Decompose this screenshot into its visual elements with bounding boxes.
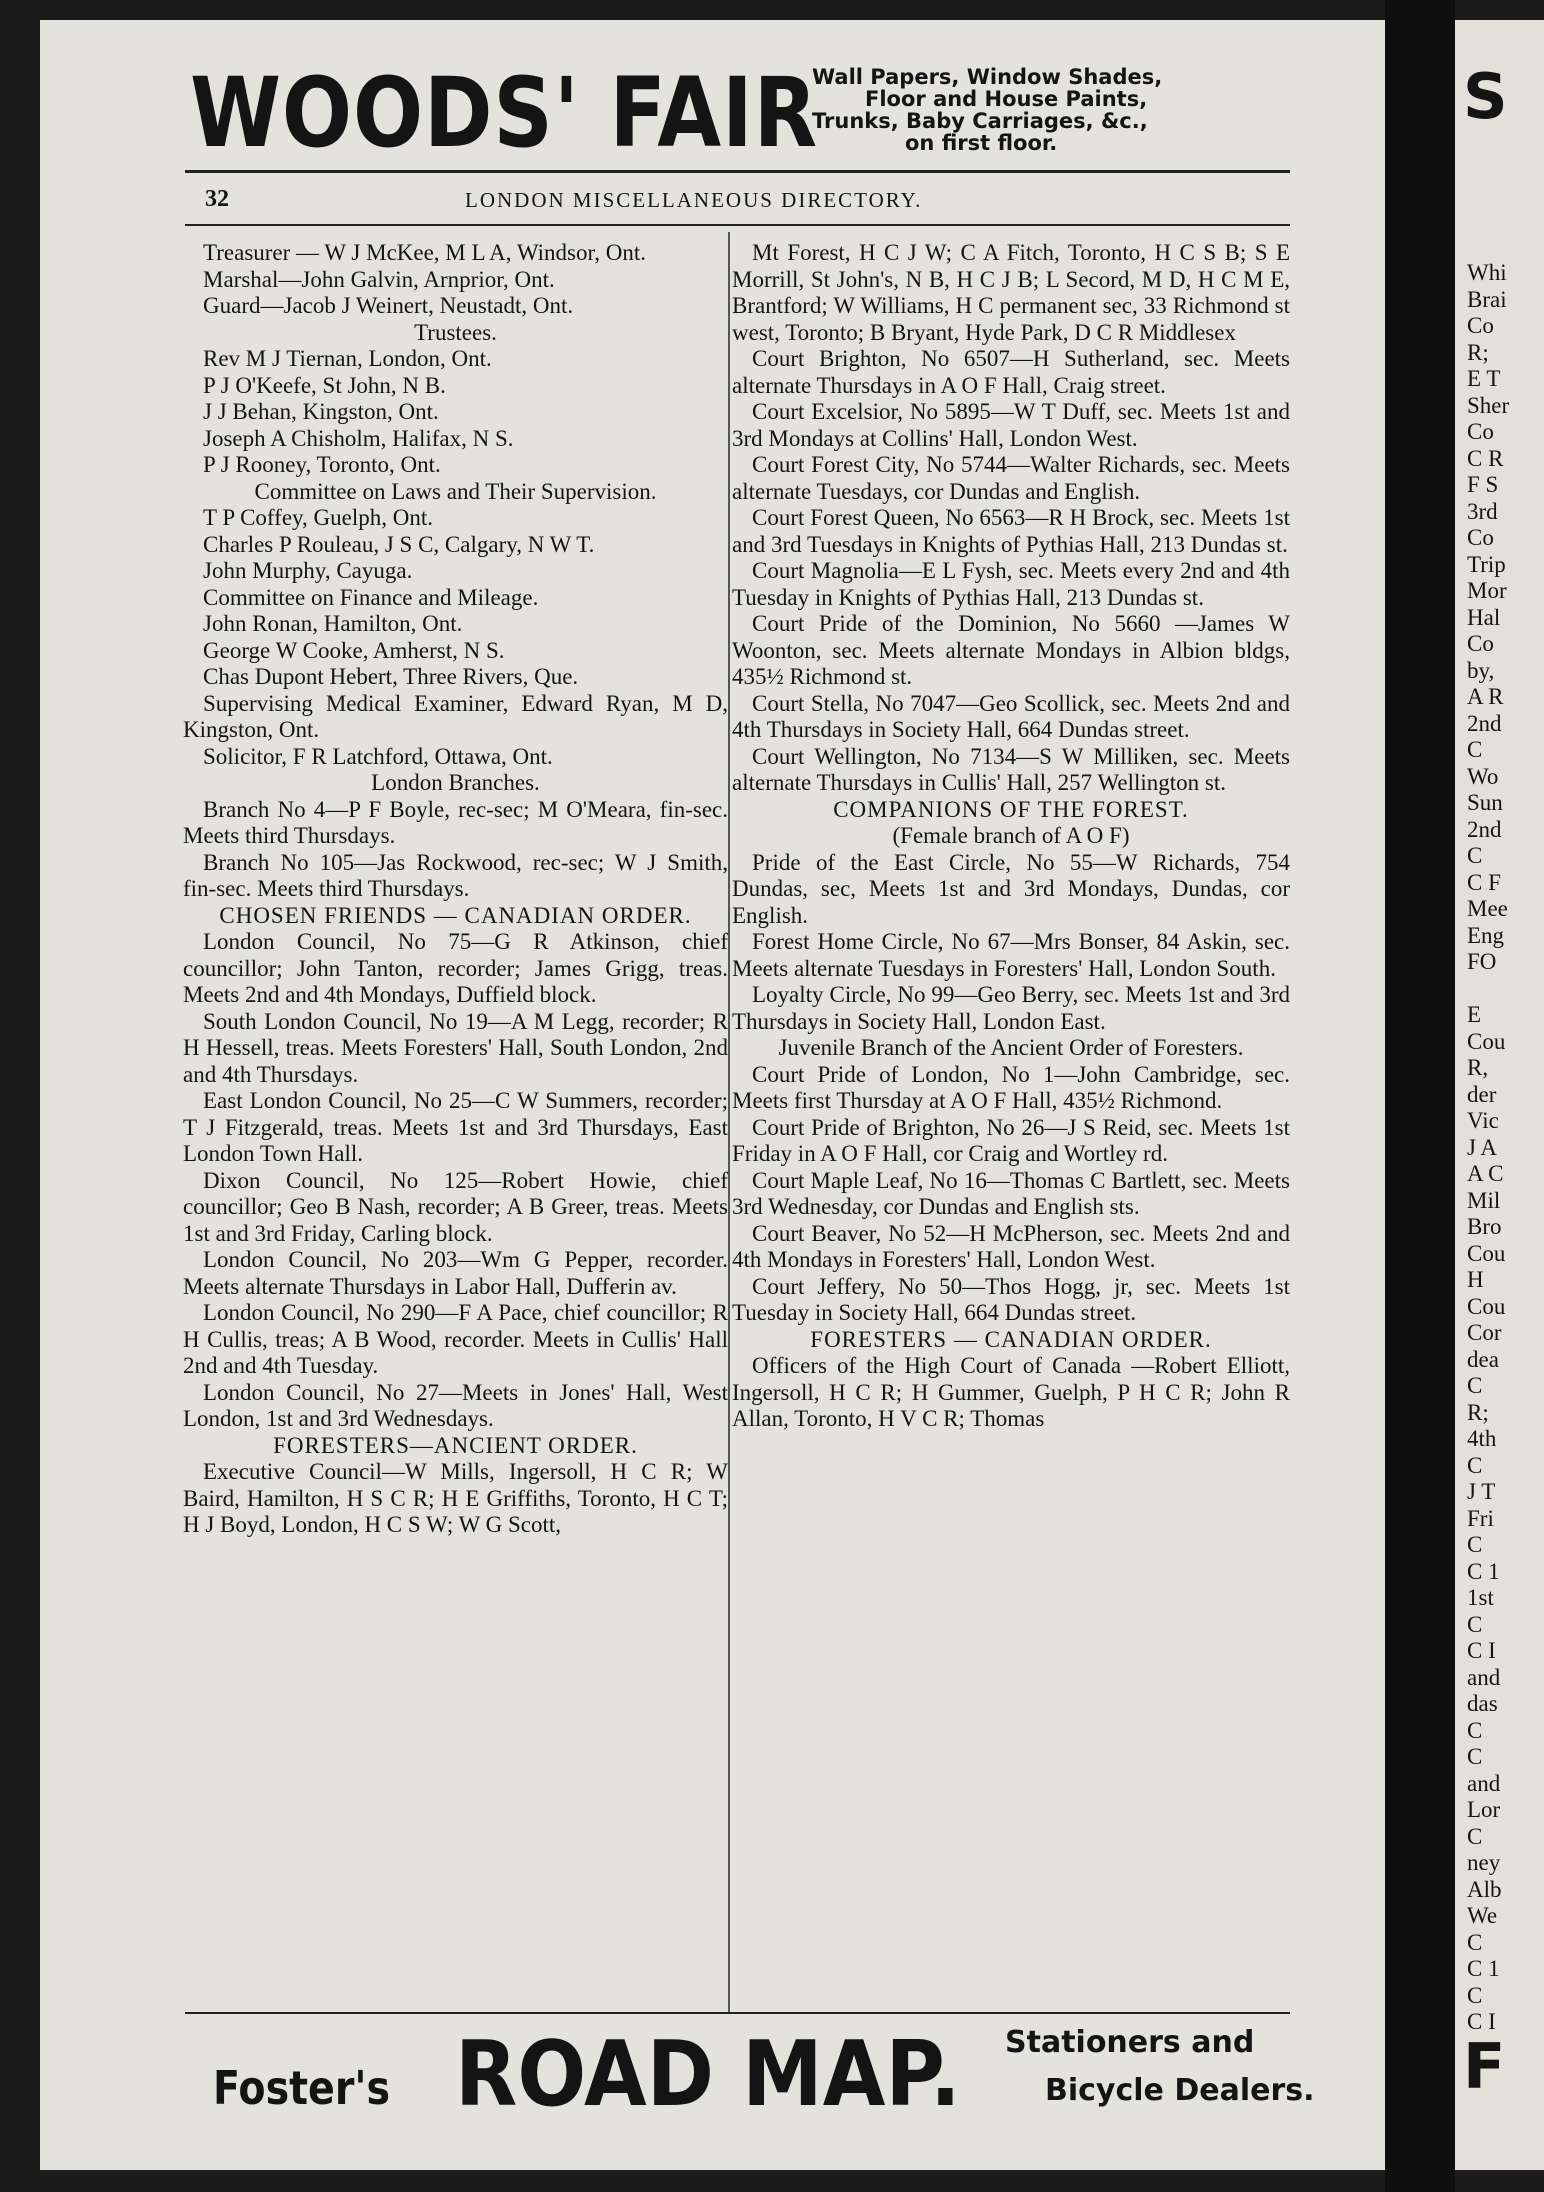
directory-entry: John Ronan, Hamilton, Ont. (203, 611, 463, 636)
next-page-fragment: A C (1467, 1161, 1504, 1186)
directory-entry: Charles P Rouleau, J S C, Calgary, N W T. (203, 531, 595, 557)
next-page-fragment: C (1467, 1744, 1483, 1769)
next-page-fragment: Mee (1467, 896, 1508, 921)
next-page-fragment: Brai (1467, 286, 1507, 312)
subheading: (Female branch of A O F) (892, 823, 1130, 848)
directory-entry: Mt Forest, H C J W; C A Fitch, Toronto, H C S B; S E Morrill, St John's, N B, H C J B; L Secord, M D, H C M E, Brantford; W Williams, H C permanent sec, 33 Richmond st west, Toronto; B Bryant, Hyde Park, D C R Middlesex (732, 240, 1290, 345)
next-page-fragment: H (1467, 1267, 1484, 1292)
directory-entry: Dixon Council, No 125—Robert Howie, chief councillor; Geo B Nash, recorder; A B Greer, treas. Meets 1st and 3rd Friday, Carling block. (183, 1167, 728, 1246)
next-page-fragment: C 1 (1467, 1956, 1500, 1981)
next-page-fragment: C (1467, 1532, 1483, 1557)
subheading: Juvenile Branch of the Ancient Order of Foresters. (778, 1035, 1244, 1060)
directory-entry: Court Excelsior, No 5895—W T Duff, sec. Meets 1st and 3rd Mondays at Collins' Hall, London West. (732, 399, 1290, 451)
directory-entry: Chas Dupont Hebert, Three Rivers, Que. (203, 664, 579, 689)
next-page-fragment: Sher (1467, 392, 1510, 418)
directory-entry: P J O'Keefe, St John, N B. (203, 372, 446, 398)
next-page-header-letter: S (1463, 60, 1508, 133)
directory-entry: Executive Council—W Mills, Ingersoll, H C R; W Baird, Hamilton, H S C R; H E Griffiths, Toronto, H C T; H J Boyd, London, H C S W; W G Scott, (183, 1459, 728, 1537)
header-rule (185, 170, 1290, 173)
text-column-right (732, 240, 1290, 1433)
next-page-fragment: R; (1467, 1399, 1489, 1425)
directory-entry: Joseph A Chisholm, Halifax, N S. (203, 425, 514, 451)
directory-entry: Loyalty Circle, No 99—Geo Berry, sec. Meets 1st and 3rd Thursdays in Society Hall, London East. (732, 982, 1290, 1034)
next-page-fragment: 4th (1467, 1426, 1497, 1451)
next-page-fragment: Mor (1467, 578, 1507, 603)
next-page-fragment: Whi (1467, 260, 1507, 285)
next-page-fragment: E T (1467, 366, 1501, 391)
next-page-fragment: Co (1467, 313, 1494, 338)
next-page-fragment: der (1467, 1081, 1497, 1107)
directory-entry: Branch No 105—Jas Rockwood, rec-sec; W J Smith, fin-sec. Meets third Thursdays. (183, 849, 728, 901)
directory-entry: Court Pride of Brighton, No 26—J S Reid, sec. Meets 1st Friday in A O F Hall, cor Craig and Wortley rd. (732, 1114, 1290, 1166)
next-page-fragment: R; (1467, 339, 1489, 365)
directory-entry: London Council, No 290—F A Pace, chief councillor; R H Cullis, treas; A B Wood, recorder. Meets in Cullis' Hall 2nd and 4th Tuesday. (183, 1300, 728, 1378)
ad-prefix: Foster's (213, 2061, 391, 2115)
directory-entry: Court Magnolia—E L Fysh, sec. Meets every 2nd and 4th Tuesday in Knights of Pythias Hall, 213 Dundas st. (732, 558, 1290, 610)
next-page-fragment: Vic (1467, 1108, 1499, 1133)
directory-entry: Court Beaver, No 52—H McPherson, sec. Meets 2nd and 4th Mondays in Foresters' Hall, London West. (732, 1220, 1290, 1272)
subheading: London Branches. (371, 770, 540, 795)
next-page-fragment: Cou (1467, 1293, 1506, 1319)
text-column-left (183, 240, 728, 1539)
next-page-fragment: F S (1467, 472, 1499, 497)
next-page-fragment: Co (1467, 525, 1494, 550)
directory-entry: Court Pride of the Dominion, No 5660 —James W Woonton, sec. Meets alternate Mondays in Albion bldgs, 435½ Richmond st. (732, 611, 1290, 689)
directory-entry: George W Cooke, Amherst, N S. (203, 637, 505, 663)
next-page-fragment: C I (1467, 1638, 1496, 1663)
running-title: LONDON MISCELLANEOUS DIRECTORY. (465, 188, 923, 212)
next-page-fragment: C R (1467, 445, 1504, 471)
ad-tagline-line: Trunks, Baby Carriages, &c., (812, 109, 1148, 133)
directory-entry: Court Stella, No 7047—Geo Scollick, sec. Meets 2nd and 4th Thursdays in Society Hall, 664 Dundas street. (732, 690, 1290, 742)
directory-entry: Guard—Jacob J Weinert, Neustadt, Ont. (203, 293, 574, 318)
directory-entry: Branch No 4—P F Boyle, rec-sec; M O'Meara, fin-sec. Meets third Thursdays. (183, 796, 728, 848)
directory-entry: Court Maple Leaf, No 16—Thomas C Bartlett, sec. Meets 3rd Wednesday, cor Dundas and English sts. (732, 1167, 1290, 1219)
next-page-fragment: Cor (1467, 1320, 1502, 1345)
next-page-fragment: We (1467, 1903, 1498, 1928)
subheading: Committee on Laws and Their Supervision. (254, 478, 657, 504)
title-rule (185, 224, 1290, 226)
next-page-fragment: Cou (1467, 1240, 1506, 1266)
next-page-edge (1455, 20, 1544, 2170)
next-page-fragment: 1st (1467, 1585, 1494, 1610)
directory-entry: Treasurer — W J McKee, M L A, Windsor, Ont. (203, 240, 646, 265)
next-page-fragment: Cou (1467, 1028, 1506, 1054)
next-page-fragment: A R (1467, 684, 1504, 709)
ad-title: ROAD MAP. (455, 2022, 961, 2127)
next-page-fragment: and (1467, 1664, 1501, 1690)
directory-entry: Court Wellington, No 7134—S W Milliken, sec. Meets alternate Thursdays in Cullis' Hall, 257 Wellington st. (732, 743, 1290, 795)
next-page-fragment: C (1467, 1373, 1483, 1398)
page-gutter (1385, 0, 1455, 2192)
ad-tagline (810, 66, 1280, 154)
page-header (205, 186, 1285, 216)
ad-brand: WOODS' FAIR (190, 57, 819, 169)
next-page-fragment: J A (1467, 1134, 1498, 1160)
next-page-fragment: C I (1467, 2009, 1496, 2034)
directory-entry: Court Pride of London, No 1—John Cambridge, sec. Meets first Thursday at A O F Hall, 435½ Richmond. (732, 1061, 1290, 1113)
next-page-fragment: by, (1467, 657, 1495, 683)
next-page-fragment: C (1467, 1823, 1483, 1849)
directory-entry: T P Coffey, Guelph, Ont. (203, 505, 433, 530)
next-page-fragment: C (1467, 843, 1483, 868)
directory-entry: Court Forest City, No 5744—Walter Richards, sec. Meets alternate Tuesdays, cor Dundas and English. (732, 452, 1290, 504)
page-number: 32 (205, 186, 229, 212)
directory-entry: Court Forest Queen, No 6563—R H Brock, sec. Meets 1st and 3rd Tuesdays in Knights of Pythias Hall, 213 Dundas st. (732, 505, 1290, 557)
next-page-fragment: Co (1467, 419, 1494, 444)
directory-entry: John Murphy, Cayuga. (203, 558, 413, 583)
directory-entry: London Council, No 27—Meets in Jones' Hall, West London, 1st and 3rd Wednesdays. (183, 1379, 728, 1431)
directory-entry: Officers of the High Court of Canada —Robert Elliott, Ingersoll, H C R; H Gummer, Guelph, P H C R; John R Allan, Toronto, H V C R; Thomas (732, 1353, 1290, 1431)
directory-entry: South London Council, No 19—A M Legg, recorder; R H Hessell, treas. Meets Foresters' Hall, South London, 2nd and 4th Thursdays. (183, 1008, 728, 1087)
next-page-fragment: ney (1467, 1850, 1501, 1875)
footer-advertisement (205, 2015, 1315, 2127)
directory-entry: J J Behan, Kingston, Ont. (203, 399, 439, 424)
subheading: Trustees. (414, 319, 497, 345)
directory-entry: Marshal—John Galvin, Arnprior, Ont. (203, 266, 555, 292)
next-page-fragment: Alb (1467, 1876, 1502, 1902)
next-page-fragment: J T (1467, 1479, 1496, 1504)
next-page-fragment: Fri (1467, 1505, 1494, 1531)
directory-entry: Court Brighton, No 6507—H Sutherland, sec. Meets alternate Thursdays in A O F Hall, Craig street. (732, 346, 1290, 398)
directory-entry: London Council, No 75—G R Atkinson, chief councillor; John Tanton, recorder; James Grigg, treas. Meets 2nd and 4th Mondays, Duffield block. (183, 929, 728, 1007)
directory-entry: Forest Home Circle, No 67—Mrs Bonser, 84 Askin, sec. Meets alternate Tuesdays in Foresters' Hall, London South. (732, 929, 1290, 981)
next-page-fragment: Wo (1467, 763, 1499, 789)
next-page-fragment: C (1467, 1611, 1483, 1637)
next-page-fragment: Bro (1467, 1214, 1502, 1239)
next-page-fragment: E (1467, 1002, 1482, 1027)
directory-entry: Court Jeffery, No 50—Thos Hogg, jr, sec. Meets 1st Tuesday in Society Hall, 664 Dundas street. (732, 1273, 1290, 1325)
section-heading: FORESTERS — CANADIAN ORDER. (810, 1326, 1212, 1352)
next-page-fragment: Eng (1467, 922, 1505, 948)
next-page-fragment: C (1467, 1929, 1483, 1955)
next-page-fragment: Hal (1467, 604, 1501, 630)
next-page-fragment: 3rd (1467, 498, 1498, 524)
ad-tagline-line: Floor and House Paints, (865, 87, 1148, 111)
next-page-fragment: dea (1467, 1346, 1499, 1372)
next-page-fragment: Sun (1467, 790, 1503, 815)
next-page-fragment: C (1467, 1452, 1483, 1478)
header-advertisement (190, 58, 1290, 168)
section-heading: CHOSEN FRIENDS — CANADIAN ORDER. (219, 902, 692, 928)
directory-entry: Supervising Medical Examiner, Edward Ryan, M D, Kingston, Ont. (183, 690, 728, 742)
next-page-fragment: C (1467, 737, 1483, 762)
next-page-fragment: Mil (1467, 1187, 1501, 1213)
section-heading: FORESTERS—ANCIENT ORDER. (273, 1432, 638, 1458)
next-page-fragment: 2nd (1467, 816, 1502, 842)
next-page-fragment: FO (1467, 949, 1497, 974)
next-page-fragment: C (1467, 1717, 1483, 1743)
next-page-fragment: 2nd (1467, 710, 1502, 736)
next-page-fragment: and (1467, 1770, 1501, 1796)
directory-entry: Solicitor, F R Latchford, Ottawa, Ont. (203, 743, 553, 769)
footer-rule (185, 2012, 1290, 2014)
directory-entry: P J Rooney, Toronto, Ont. (203, 452, 441, 477)
column-divider (728, 232, 730, 2012)
ad-tagline-line: on first floor. (905, 131, 1058, 155)
next-page-fragment: C 1 (1467, 1558, 1500, 1584)
section-heading: COMPANIONS OF THE FOREST. (833, 796, 1189, 822)
next-page-fragment: C F (1467, 869, 1501, 895)
directory-entry: East London Council, No 25—C W Summers, recorder; T J Fitzgerald, treas. Meets 1st and 3rd Thursdays, East London Town Hall. (183, 1088, 728, 1166)
directory-entry: Pride of the East Circle, No 55—W Richards, 754 Dundas, sec, Meets 1st and 3rd Mondays, Dundas, cor English. (732, 849, 1290, 928)
next-page-fragment: Co (1467, 631, 1494, 656)
ad-line-1: Stationers and (1005, 2025, 1255, 2060)
next-page-fragment: C (1467, 1982, 1483, 2008)
next-page-fragment: R, (1467, 1055, 1489, 1080)
next-page-fragment: Lor (1467, 1797, 1501, 1822)
ad-line-2: Bicycle Dealers. (1045, 2073, 1315, 2108)
directory-entry: Committee on Finance and Mileage. (203, 584, 539, 610)
directory-entry: Rev M J Tiernan, London, Ont. (203, 346, 492, 371)
next-page-fragment: Trip (1467, 551, 1506, 577)
directory-entry: London Council, No 203—Wm G Pepper, recorder. Meets alternate Thursdays in Labor Hall, Dufferin av. (183, 1247, 728, 1299)
next-page-fragment: das (1467, 1691, 1498, 1716)
next-page-footer-letter: F (1463, 2030, 1506, 2103)
ad-tagline-line: Wall Papers, Window Shades, (812, 65, 1163, 89)
